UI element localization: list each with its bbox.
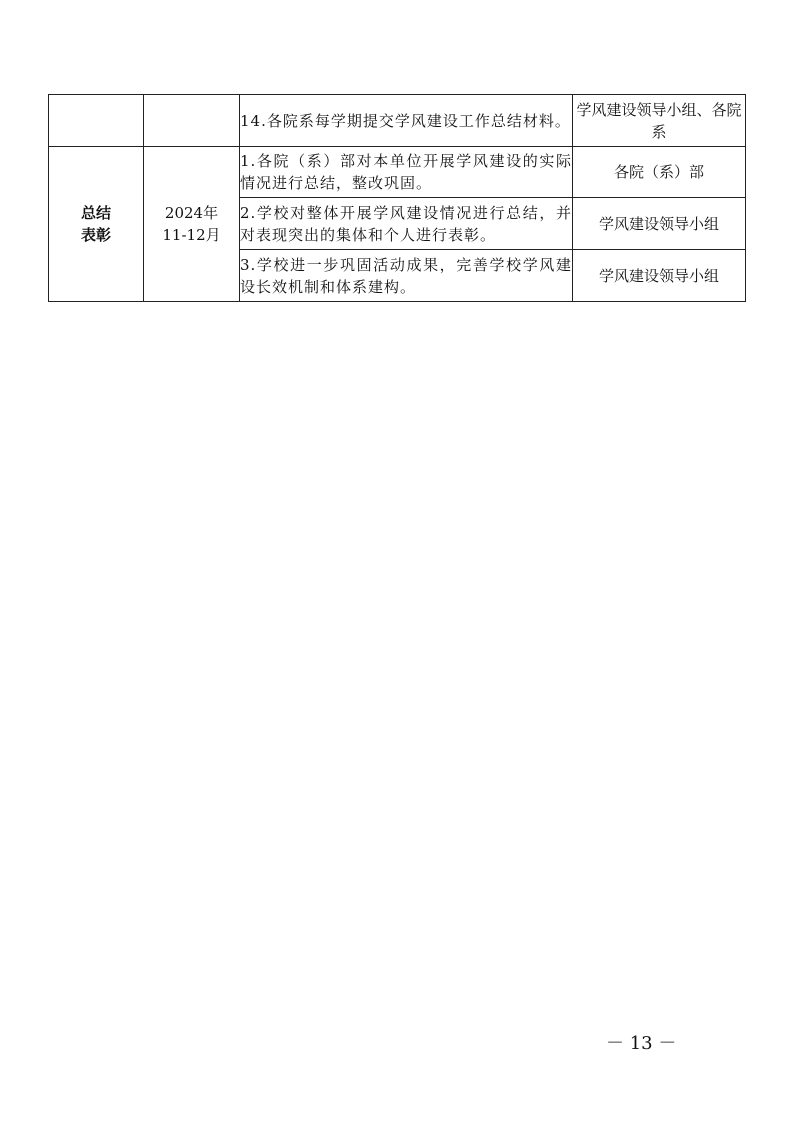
responsible-unit-text: 学风建设领导小组 xyxy=(598,214,719,233)
task-cell xyxy=(240,95,573,147)
task-cell xyxy=(240,147,573,198)
responsible-unit-text: 学风建设领导小组 xyxy=(598,266,719,285)
table-row xyxy=(49,147,746,198)
stage-label-line-1: 总结 xyxy=(80,204,111,222)
responsible-unit-cell xyxy=(573,198,746,250)
stage-cell-empty xyxy=(49,95,144,147)
responsible-unit-text: 学风建设领导小组、各院系 xyxy=(576,100,742,141)
page-number: － 13 － xyxy=(606,1033,677,1054)
time-months: 11-12月 xyxy=(162,226,221,244)
time-cell xyxy=(144,147,240,302)
task-text: 1.各院（系）部对本单位开展学风建设的实际情况进行总结，整改巩固。 xyxy=(240,152,572,192)
responsible-unit-cell xyxy=(573,95,746,147)
task-text: 14.各院系每学期提交学风建设工作总结材料。 xyxy=(240,111,571,130)
work-plan-table xyxy=(48,94,746,302)
stage-label-line-2: 表彰 xyxy=(80,226,111,244)
responsible-unit-cell xyxy=(573,147,746,198)
responsible-unit-cell xyxy=(573,250,746,302)
responsible-unit-text: 各院（系）部 xyxy=(613,163,704,181)
time-year: 2024年 xyxy=(164,204,219,222)
task-cell xyxy=(240,198,573,250)
task-text: 2.学校对整体开展学风建设情况进行总结，并对表现突出的集体和个人进行表彰。 xyxy=(240,203,572,244)
table-row xyxy=(49,95,746,147)
time-cell-empty xyxy=(144,95,240,147)
stage-cell xyxy=(49,147,144,302)
task-cell xyxy=(240,250,573,302)
task-text: 3.学校进一步巩固活动成果，完善学校学风建设长效机制和体系建构。 xyxy=(240,255,572,296)
